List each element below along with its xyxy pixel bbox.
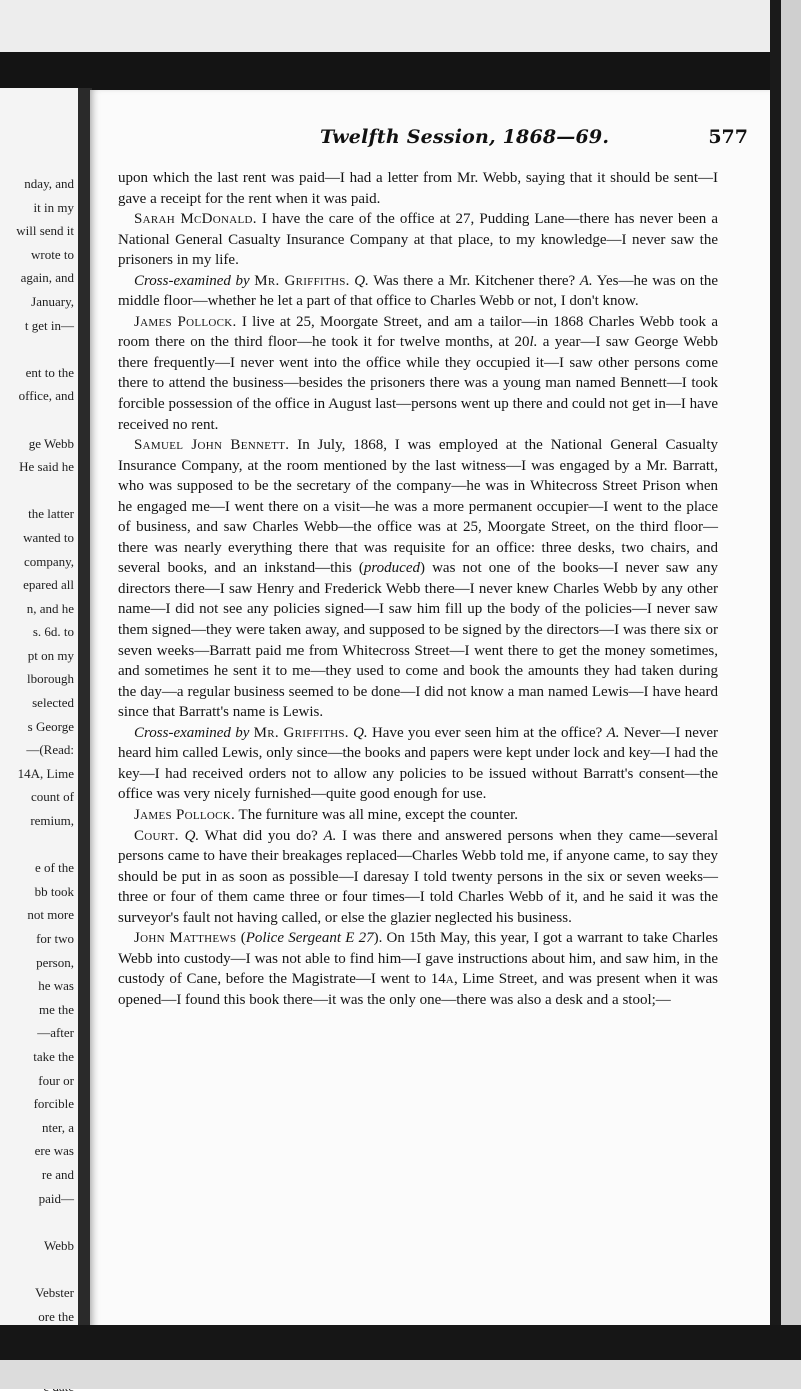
facing-page-line: nday, and [24,176,74,191]
italic-text: A. [606,724,620,741]
facing-page-line: s. 6d. to [32,624,74,640]
scan-top-margin [0,0,801,58]
text-run: What did you do? [199,827,324,844]
facing-page-line: wrote to [31,246,74,262]
text-run: I live at 25, Moorgate Street, and am a tailor—in 1868 Charles Webb took a room there on the third floor—he took it for twelve months, at 20 [118,313,718,351]
facing-page-line: re and [41,1166,74,1182]
paragraph [118,928,718,1010]
italic-text: Police Sergeant E 27 [245,930,374,947]
italic-text: produced [363,560,420,577]
paragraph [118,805,718,826]
italic-text: l. [529,334,538,351]
facing-page-line: ge Webb [28,435,74,451]
facing-page-line: ent to the [25,364,74,380]
facing-page-line [0,1210,74,1234]
facing-page-line: he was [38,978,74,994]
facing-page-line: e of the [35,860,74,876]
scan-right-margin [781,0,801,1389]
facing-page-line: 14A, Lime [17,765,74,781]
italic-text: Cross-examined by [134,724,250,741]
facing-page [0,88,80,1338]
facing-page-line: n, and he [26,600,74,616]
facing-page-text [0,172,74,1399]
facing-page-line [0,337,74,361]
speaker-name: James Pollock. [134,313,237,330]
text-run: , Lime Street, and was present when it was opened—I found this book there—it was the only one—there was also a desk and a stool;— [118,971,718,1008]
facing-page-line [0,408,74,432]
facing-page-line: count of [31,789,74,805]
text-run: The furniture was all mine, except the counter. [235,806,519,823]
facing-page-line: paid— [38,1190,74,1206]
text-run: Never—I never heard him called Lewis, only since—the books and papers were kept under lock and key—I had the key—I had received orders not to allow any policies to be issued without Barratt's consent—the office was very nicely furnished—quite good enough for use. [118,724,719,803]
document-page [90,90,772,1330]
facing-page-line: forcible [33,1096,74,1112]
facing-page-line [0,479,74,503]
facing-page-line: remium, [30,813,74,829]
speaker-name: Mr. Griffiths. [253,724,349,741]
facing-page-line: lborough [27,671,74,687]
facing-page-line: t get in— [24,317,74,333]
facing-page-line: Webb [44,1237,74,1253]
facing-page-line: pt on my [27,647,74,663]
paragraph [118,271,718,312]
facing-page-line: will send it [16,223,74,239]
running-head-title: Twelfth Session, 1868—69. [320,126,610,148]
paragraph [118,826,718,929]
text-run: ). On 15th May, this year, I got a warrant to take Charles Webb into custody—I was not able to find him—I gave instructions about him, and saw him, in the custody of Cane, before the Magistrate—I went to 14 [118,930,718,988]
italic-text: Q. [184,827,200,844]
text-run: Yes—he was on the middle floor—whether he let a part of that office to Charles Webb or not, I don't know. [118,272,719,310]
text-run: ( [236,930,246,947]
facing-page-line: company, [23,553,74,569]
page-number: 577 [708,126,748,148]
speaker-name: James Pollock. [134,806,236,823]
text-run: upon which the last rent was paid—I had a letter from Mr. Webb, saying that it should be sent—I gave a receipt for the rent when it was paid. [118,170,718,207]
facing-page-line: ore the [38,1308,74,1324]
text-run: Have you ever seen him at the office? [367,724,607,741]
facing-page-line: it in my [33,199,74,215]
facing-page-line: He said he [19,459,74,475]
facing-page-line: epared all [23,577,74,593]
paragraph [118,209,718,271]
italic-text: A. [579,272,593,289]
facing-page-line: not more [27,907,74,923]
facing-page-line [0,833,74,857]
scan-bottom-margin [0,1360,801,1389]
paragraph [118,312,718,435]
facing-page-line: take the [33,1048,74,1064]
scan-bottom-shadow [0,1325,801,1365]
paragraph [118,168,718,209]
italic-text: Q. [354,272,369,289]
facing-page-line: me the [38,1001,74,1017]
facing-page-line: Vebster [35,1284,74,1300]
facing-page-line [0,1257,74,1281]
facing-page-line: four or [38,1072,74,1088]
text-run: Was there a Mr. Kitchener there? [368,272,580,289]
text-run: I have the care of the office at 27, Pudding Lane—there has never been a National General Casualty Insurance Company at that place, to my knowledge—I never saw the prisoners in my life. [118,211,718,269]
facing-page-line: bb took [34,883,74,899]
text-run: ) was not one of the books—I never saw any directors there—I saw Henry and Frederick Webb there—I never knew Charles Webb by any other name—I did not see any policies signed—I saw him fill up the body of the policies—I never saw them signed—they were taken away, and supposed to be signed by the directors—I was there six or seven weeks—Barratt paid me from Whitecross Street—I went there to get the money sometimes, and sometimes he sent it to me—they used to come and book the amounts they had taken during the day—a regular business seemed to be done—I did not know a man named Lewis—I have heard since that Barratt's name is Lewis. [118,560,719,721]
speaker-name: a [445,971,454,988]
italic-text: A. [323,827,337,844]
speaker-name: Samuel John Bennett. [134,437,290,454]
facing-page-line: selected [32,695,74,711]
facing-page-line: wanted to [23,529,74,545]
facing-page-line: —(Read: [26,742,74,758]
facing-page-line: the latter [28,506,74,522]
text-run: In July, 1868, I was employed at the National General Casualty Insurance Company, at the room mentioned by the last witness—I was engaged by a Mr. Barratt, who was supposed to be the secretary of the company—he was in Whitecross Street Prison when he engaged me—I went there on a visit—he was a more permanent occupier—I went to the place of business, and saw Charles Webb—the office was at 25, Moorgate Street, on the third floor—there was nearly everything there that was requisite for an office: three desks, two chairs, and several books, and an inkstand—this ( [118,437,719,577]
paragraph [118,435,718,723]
running-head [110,126,754,152]
facing-page-line: nter, a [42,1119,74,1135]
facing-page-line: ere was [34,1143,74,1159]
body-text [118,168,718,1010]
text-run: a year—I saw George Webb there frequently—I never went into the office while they occupied it—I saw other persons come there to attend the business—besides the prisoners there was a young man named Bennett—I took forcible possession of the office in August last—persons went up there and could not get in—I have received no rent. [118,334,718,433]
speaker-name: Mr. Griffiths. [254,272,350,289]
facing-page-line: for two [36,931,74,946]
speaker-name: Sarah McDonald. [134,211,257,228]
facing-page-line: —after [37,1025,74,1041]
scan-top-shadow [0,52,801,92]
facing-page-line: again, and [20,270,74,286]
speaker-name: John Matthews [134,930,237,947]
facing-page-line: person, [36,954,74,970]
italic-text: Cross-examined by [134,272,250,289]
facing-page-line: office, and [18,388,74,404]
text-run: I was there and answered persons when they came—several persons came to have their breakages replaced—Charles Webb told me, if anyone came, to say they should be put in as soon as possible—I daresay I told twenty persons in the six or seven weeks—three or four of them came three or four times—I told Charles Webb of it, and he said it was the surveyor's fault not having called, or else the glazier neglected his business. [118,827,719,926]
facing-page-line: s George [27,718,74,734]
speaker-name: Court. [134,827,179,844]
paragraph [118,723,718,805]
facing-page-line: January, [31,293,74,309]
italic-text: Q. [353,724,368,741]
